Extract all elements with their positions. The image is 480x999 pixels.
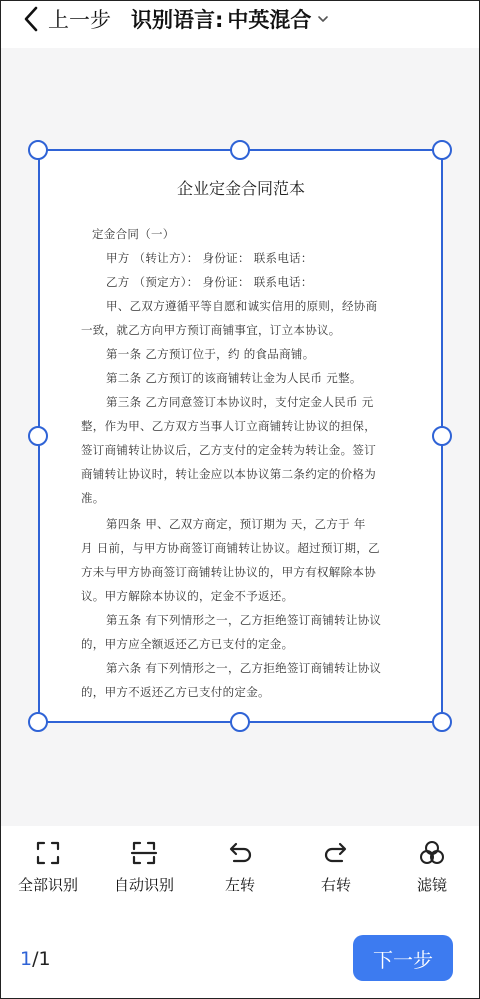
document-title: 企业定金合同范本 (176, 179, 305, 198)
auto-recognition-button[interactable] (96, 838, 192, 895)
chevron-down-icon (317, 14, 329, 24)
document-line: 的，甲方应全额返还乙方已支付的定金。 (81, 637, 294, 651)
document-line: 月 日前，与甲方协商签订商铺转让协议。超过预订期，乙 (81, 541, 380, 555)
document-line: 乙方 （预定方）： 身份证： 联系电话： (106, 275, 313, 289)
full-recognition-label: 全部识别 (17, 876, 78, 894)
top-bar (0, 0, 480, 48)
rotate-right-button[interactable] (288, 838, 384, 895)
language-selector[interactable] (131, 4, 329, 34)
crop-frame[interactable] (38, 149, 443, 723)
page-total: /1 (32, 948, 51, 970)
document-line: 签订商铺转让协议后，乙方支付的定金转为转让金。签订 (81, 443, 376, 457)
document-line: 第六条 有下列情形之一，乙方拒绝签订商铺转让协议 (106, 661, 382, 675)
document-line: 第一条 乙方预订位于，约 的食品商铺。 (106, 347, 315, 361)
document-line: 议。甲方解除本协议的，定金不予返还。 (81, 589, 294, 603)
document-line: 方未与甲方协商签订商铺转让协议的，甲方有权解除本协 (81, 565, 376, 579)
next-step-button[interactable]: 下一步 (353, 935, 453, 981)
crop-handle-middle-right[interactable] (432, 426, 452, 446)
rotate-right-icon (321, 838, 351, 868)
crop-handle-bottom-center[interactable] (230, 712, 250, 732)
document-line: 第二条 乙方预订的该商铺转让金为人民币 元整。 (106, 371, 362, 385)
rotate-left-icon (225, 838, 255, 868)
crop-handle-bottom-left[interactable] (28, 712, 48, 732)
document-line: 第四条 甲、乙双方商定，预订期为 天，乙方于 年 (106, 517, 366, 531)
document-line: 第五条 有下列情形之一，乙方拒绝签订商铺转让协议 (106, 613, 382, 627)
document-line: 定金合同（一） (92, 227, 175, 241)
chevron-left-icon (22, 6, 40, 32)
document-line: 甲、乙双方遵循平等自愿和诚实信用的原则，经协商 (106, 299, 378, 313)
edit-toolbar (0, 826, 480, 906)
document-line: 第三条 乙方同意签订本协议时，支付定金人民币 元 (106, 395, 374, 409)
crop-handle-top-left[interactable] (28, 140, 48, 160)
back-button[interactable] (22, 4, 111, 34)
rotate-left-button[interactable] (192, 838, 288, 895)
document-line: 的，甲方不返还乙方已支付的定金。 (81, 685, 270, 699)
document-line: 甲方 （转让方）： 身份证： 联系电话： (106, 251, 313, 265)
language-value: 中英混合 (227, 8, 312, 32)
crop-handle-bottom-right[interactable] (432, 712, 452, 732)
auto-recognition-label: 自动识别 (113, 876, 174, 894)
crop-handle-top-right[interactable] (432, 140, 452, 160)
page-current: 1 (20, 948, 33, 970)
document-line: 一致，就乙方向甲方预订商铺事宜，订立本协议。 (81, 323, 341, 337)
back-label: 上一步 (48, 8, 111, 32)
document-line: 准。 (81, 491, 105, 505)
filter-label: 滤镜 (416, 876, 447, 894)
rotate-left-label: 左转 (224, 876, 255, 894)
rotate-right-label: 右转 (320, 876, 351, 894)
filter-icon (417, 838, 447, 868)
crop-handle-middle-left[interactable] (28, 426, 48, 446)
crop-handle-top-center[interactable] (230, 140, 250, 160)
document-line: 商铺转让协议时，转让金应以本协议第二条约定的价格为 (81, 467, 376, 481)
document-line: 整，作为甲、乙方双方当事人订立商铺转让协议的担保， (81, 419, 376, 433)
filter-button[interactable] (384, 838, 480, 895)
auto-scan-icon (129, 838, 159, 868)
full-select-icon (33, 838, 63, 868)
page-indicator (20, 948, 51, 970)
full-recognition-button[interactable] (0, 838, 96, 895)
language-prefix: 识别语言: (131, 8, 224, 32)
